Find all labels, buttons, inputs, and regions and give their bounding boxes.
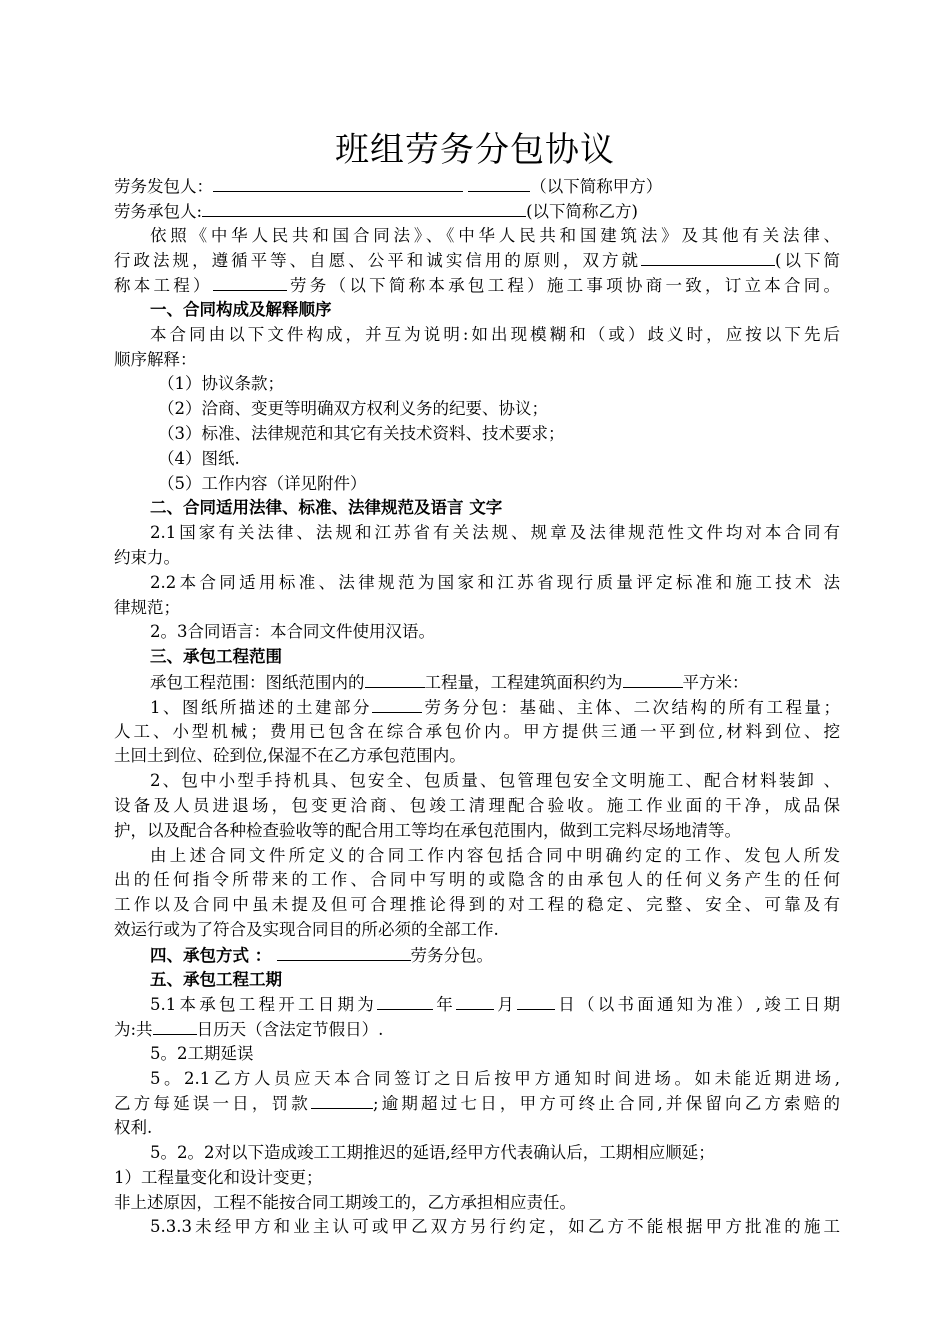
text-segment: 出的任何指令所带来的工作、合同中写明的或隐含的由承包人的任何义务产生的任何 xyxy=(114,870,840,890)
text-segment: ;逾期超过七日，甲方可终止合同,并保留向乙方索赔的 xyxy=(372,1094,840,1114)
text-segment: 劳务发包人： xyxy=(114,177,213,196)
text-segment: 劳务承包人: xyxy=(114,201,203,221)
blank-field xyxy=(456,992,494,1010)
blank-field xyxy=(153,1017,197,1035)
text-segment: 5.1本承包工程开工日期为 xyxy=(150,995,377,1015)
text-line xyxy=(114,472,840,497)
text-line xyxy=(114,422,840,447)
text-segment: 土回土到位、砼到位,保湿不在乙方承包范围内。 xyxy=(114,746,466,766)
text-line xyxy=(114,943,840,968)
text-segment: 5。2工期延误 xyxy=(150,1043,254,1063)
text-line xyxy=(114,273,840,298)
text-line xyxy=(114,348,840,373)
text-segment: 三、承包工程范围 xyxy=(150,647,282,667)
text-segment: 5。2。2对以下造成竣工工期推迟的延语,经甲方代表确认后，工期相应顺延； xyxy=(150,1143,715,1163)
text-segment: 日历天（含法定节假日）. xyxy=(196,1020,384,1040)
text-segment: 五、承包工程工期 xyxy=(150,969,282,989)
text-line xyxy=(114,596,840,621)
text-segment: 四、承包方式 ： xyxy=(150,945,272,965)
text-line xyxy=(114,645,840,670)
text-segment: 工作以及合同中虽未提及但可合理推论得到的对工程的稳定、完整、安全、可靠及有 xyxy=(114,895,840,915)
text-line xyxy=(114,819,840,844)
blank-field xyxy=(372,695,422,713)
text-line xyxy=(114,695,840,720)
text-segment: 约束力。 xyxy=(114,547,180,567)
text-segment: 劳务分包。 xyxy=(410,945,493,965)
text-segment: 本合同由以下文件构成，并互为说明:如出现模糊和（或）歧义时，应按以下先后 xyxy=(150,324,840,344)
text-line xyxy=(114,546,840,571)
text-line xyxy=(114,323,840,348)
text-line xyxy=(114,968,840,993)
text-line xyxy=(114,1166,840,1191)
text-line xyxy=(114,1091,840,1116)
text-segment: 效运行或为了符合及实现合同目的所必须的全部工作. xyxy=(114,919,499,939)
text-line xyxy=(114,397,840,422)
blank-field xyxy=(468,174,530,192)
text-segment: 工程量，工程建筑面积约为 xyxy=(424,672,623,692)
text-line xyxy=(114,794,840,819)
text-segment: 劳务分包：基础、主体、二次结构的所有工程量； xyxy=(422,697,840,717)
text-line xyxy=(114,844,840,869)
text-segment: （4）图纸. xyxy=(158,448,240,468)
text-segment: （5）工作内容（详见附件） xyxy=(158,473,367,493)
text-segment: 行政法规，遵循平等、自愿、公平和诚实信用的原则，双方就 xyxy=(114,251,642,271)
blank-field xyxy=(641,248,775,266)
text-line xyxy=(114,893,840,918)
blank-field xyxy=(365,670,425,688)
text-segment: 权利. xyxy=(114,1118,153,1138)
text-segment: （以下简称甲方） xyxy=(530,177,663,196)
text-line xyxy=(114,224,840,249)
text-segment: 顺序解释： xyxy=(114,349,197,369)
text-segment: 1、图纸所描述的土建部分 xyxy=(150,697,372,717)
text-segment: 人工、小型机械；费用已包含在综合承包价内。甲方提供三通一平到位,材料到位、挖 xyxy=(114,721,840,741)
text-line xyxy=(114,620,840,645)
text-line xyxy=(114,1067,840,1092)
text-line xyxy=(114,1116,840,1141)
text-segment: 律规范； xyxy=(114,597,180,617)
text-line xyxy=(114,992,840,1017)
text-segment: 2。3合同语言：本合同文件使用汉语。 xyxy=(150,622,435,642)
text-line xyxy=(114,199,840,224)
text-segment: 月 xyxy=(494,995,517,1015)
blank-field xyxy=(213,273,287,291)
text-line xyxy=(114,521,840,546)
blank-field xyxy=(277,943,411,961)
text-segment: 设备及人员进退场，包变更洽商、包竣工清理配合验收。施工作业面的干净，成品保 xyxy=(114,795,840,815)
document-body xyxy=(114,174,840,1240)
text-line xyxy=(114,248,840,273)
text-line xyxy=(114,447,840,472)
blank-field xyxy=(202,199,526,217)
text-line xyxy=(114,496,840,521)
text-segment: 1）工程量变化和设计变更； xyxy=(114,1167,323,1187)
text-segment: 称本工程） xyxy=(114,276,213,296)
text-line xyxy=(114,720,840,745)
text-line xyxy=(114,298,840,323)
blank-field xyxy=(623,670,683,688)
text-line xyxy=(114,744,840,769)
text-line xyxy=(114,769,840,794)
blank-field xyxy=(517,992,555,1010)
text-line xyxy=(114,1141,840,1166)
text-segment: 5.3.3未经甲方和业主认可或甲乙双方另行约定，如乙方不能根据甲方批准的施工 xyxy=(150,1217,840,1237)
text-segment: （3）标准、法律规范和其它有关技术资料、技术要求； xyxy=(158,423,565,443)
text-segment: (以下简称乙方) xyxy=(526,201,638,221)
text-line xyxy=(114,868,840,893)
text-line xyxy=(114,1215,840,1240)
text-segment: 非上述原因，工程不能按合同工期竣工的，乙方承担相应责任。 xyxy=(114,1192,576,1212)
text-segment: (以下简 xyxy=(775,251,840,271)
text-segment: 2、包中小型手持机具、包安全、包质量、包管理包安全文明施工、配合材料装卸 、 xyxy=(150,771,840,791)
text-segment: 由上述合同文件所定义的合同工作内容包括合同中明确约定的工作、发包人所发 xyxy=(150,845,840,865)
text-segment: 2.2本合同适用标准、法律规范为国家和江苏省现行质量评定标准和施工技术 法 xyxy=(150,572,840,592)
blank-field xyxy=(377,992,433,1010)
text-line xyxy=(114,1191,840,1216)
text-segment: 护，以及配合各种检查验收等的配合用工等均在承包范围内，做到工完料尽场地清等。 xyxy=(114,820,741,840)
text-segment: 2.1国家有关法律、法规和江苏省有关法规、规章及法律规范性文件均对本合同有 xyxy=(150,523,840,543)
text-line xyxy=(114,571,840,596)
blank-field xyxy=(311,1091,373,1109)
text-segment: 一、合同构成及解释顺序 xyxy=(150,299,332,319)
text-segment: 年 xyxy=(433,995,456,1015)
text-segment: 为:共 xyxy=(114,1020,153,1040)
text-line xyxy=(114,1017,840,1042)
text-segment: 承包工程范围：图纸范围内的 xyxy=(150,672,365,692)
text-segment: 二、合同适用法律、标准、法律规范及语言 文字 xyxy=(150,498,503,518)
text-line xyxy=(114,372,840,397)
text-line xyxy=(114,174,840,199)
text-segment: 乙方每延误一日，罚款 xyxy=(114,1094,311,1114)
text-segment: 5。2.1乙方人员应天本合同签订之日后按甲方通知时间进场。如未能近期进场, xyxy=(150,1068,840,1088)
text-line xyxy=(114,1042,840,1067)
blank-field xyxy=(213,174,463,192)
text-segment: 日（以书面通知为准）,竣工日期 xyxy=(555,995,840,1015)
text-line xyxy=(114,918,840,943)
text-segment: 平方米： xyxy=(682,672,749,692)
text-segment: （2）洽商、变更等明确双方权利义务的纪要、协议； xyxy=(158,399,548,419)
text-line xyxy=(114,670,840,695)
text-segment: 劳务（以下简称本承包工程）施工事项协商一致，订立本合同。 xyxy=(286,276,840,296)
document-title: 班组劳务分包协议 xyxy=(335,130,615,170)
text-segment: （1）协议条款； xyxy=(158,374,284,394)
text-segment: 依照《中华人民共和国合同法》、《中华人民共和国建筑法》及其他有关法律、 xyxy=(150,225,840,245)
